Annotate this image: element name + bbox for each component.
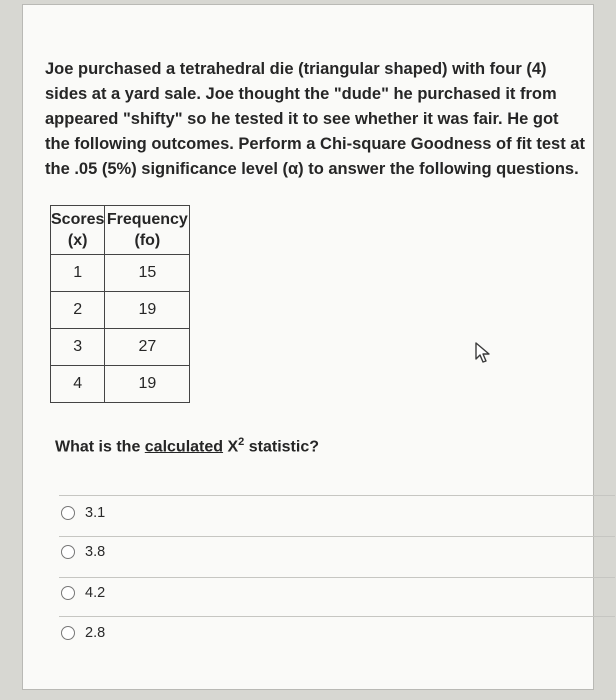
table-row — [51, 255, 190, 292]
table-row — [51, 366, 190, 403]
header-frequency-line2: (fo) — [134, 232, 161, 249]
frequency-table — [50, 205, 190, 403]
answer-option-label: 3.8 — [85, 544, 106, 560]
frequency-cell: 15 — [105, 255, 190, 292]
score-cell: 2 — [51, 292, 105, 329]
answer-option-label: 4.2 — [85, 585, 106, 601]
prompt-text — [55, 436, 319, 456]
mouse-pointer-icon — [472, 341, 492, 365]
radio-button-icon[interactable] — [61, 545, 75, 559]
answer-option-label: 2.8 — [85, 625, 106, 641]
option-divider — [59, 577, 615, 578]
prompt-superscript: 2 — [238, 436, 245, 448]
header-frequency — [105, 206, 190, 255]
score-cell: 3 — [51, 329, 105, 366]
radio-button-icon[interactable] — [61, 506, 75, 520]
frequency-cell: 19 — [105, 292, 190, 329]
answer-option-label: 3.1 — [85, 505, 106, 521]
score-cell: 4 — [51, 366, 105, 403]
header-scores-line2: (x) — [67, 232, 88, 249]
answer-option-1[interactable] — [61, 501, 105, 525]
answer-option-2[interactable] — [61, 540, 105, 564]
option-divider — [59, 616, 615, 617]
table-header-row — [51, 206, 190, 255]
frequency-cell: 19 — [105, 366, 190, 403]
answer-option-3[interactable] — [61, 581, 105, 605]
header-scores — [51, 206, 105, 255]
score-cell: 1 — [51, 255, 105, 292]
prompt-symbol: X — [227, 438, 239, 456]
table-row — [51, 329, 190, 366]
prompt-before: What is the — [55, 438, 145, 456]
radio-button-icon[interactable] — [61, 586, 75, 600]
header-frequency-line1: Frequency — [106, 211, 188, 228]
question-card — [22, 4, 594, 690]
answer-option-4[interactable] — [61, 621, 105, 645]
option-divider — [59, 495, 615, 496]
option-divider — [59, 536, 615, 537]
question-text: Joe purchased a tetrahedral die (triangular shaped) with four (4) sides at a yard sale. Joe thought the "dude" he purchased it from appeared "shifty" so he tested it to see whether it was fair. He got the following outcomes. Perform a Chi-square Goodness of fit test at the .05 (5%) significance level (α) to answer the following questions. — [45, 60, 585, 178]
table-row — [51, 292, 190, 329]
prompt-after: statistic? — [244, 438, 319, 456]
radio-button-icon[interactable] — [61, 626, 75, 640]
frequency-cell: 27 — [105, 329, 190, 366]
prompt-underlined: calculated — [144, 438, 224, 456]
header-scores-line1: Scores — [51, 211, 105, 228]
